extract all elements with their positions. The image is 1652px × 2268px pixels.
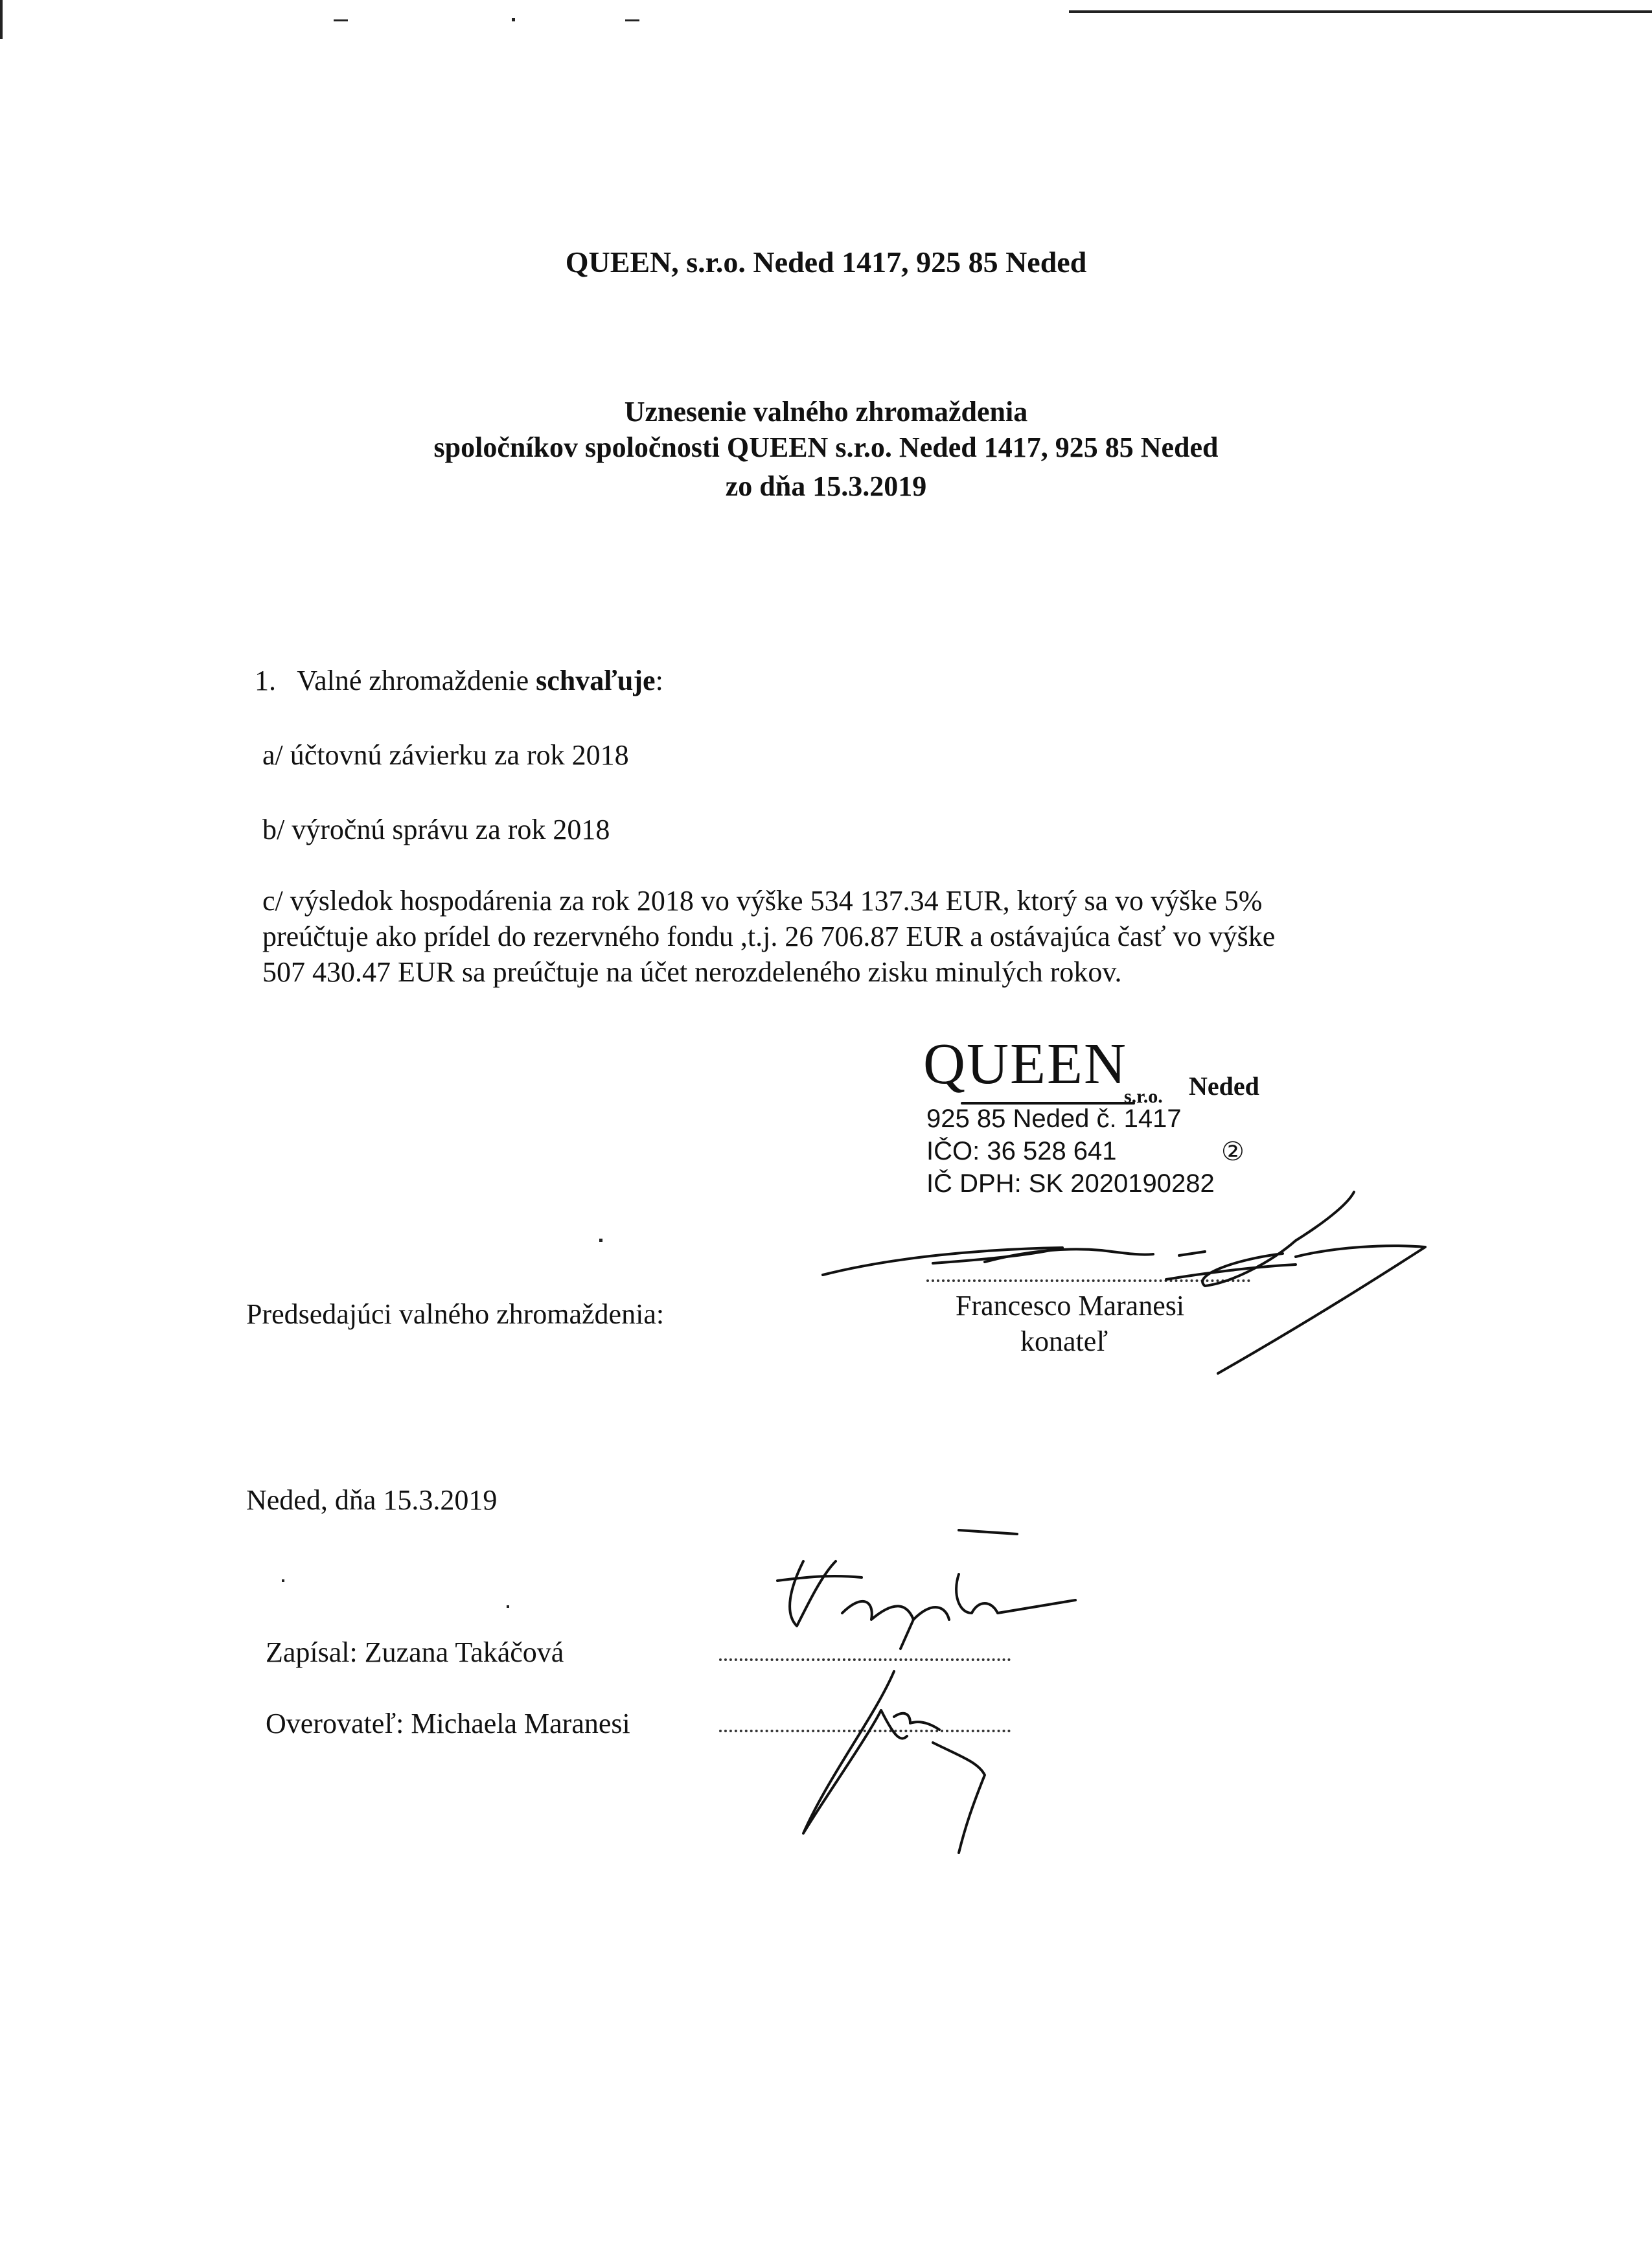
resolution-title-line2: spoločníkov spoločnosti QUEEN s.r.o. Neded 1417, 925 85 Neded xyxy=(433,431,1219,463)
stamp-logo: QUEEN xyxy=(923,1032,1127,1096)
item-b: b/ výročnú správu za rok 2018 xyxy=(262,814,610,845)
item-a: a/ účtovnú závierku za rok 2018 xyxy=(262,739,629,771)
scan-speck xyxy=(599,1239,602,1242)
item-c-line2: preúčtuje ako prídel do rezervného fondu ,t.j. 26 706.87 EUR a ostávajúca časť vo výške xyxy=(262,921,1276,952)
scan-mark xyxy=(334,19,348,21)
chair-signature xyxy=(816,1179,1438,1386)
verifier-label: Overovateľ: Michaela Maranesi xyxy=(266,1708,630,1739)
stamp-place: Neded xyxy=(1189,1071,1259,1101)
chair-role: konateľ xyxy=(1020,1325,1108,1357)
company-header: QUEEN, s.r.o. Neded 1417, 925 85 Neded xyxy=(565,246,1087,279)
recorder-label: Zapísal: Zuzana Takáčová xyxy=(266,1636,564,1668)
scan-border-line xyxy=(1069,10,1652,13)
point-number: 1. xyxy=(255,665,276,696)
place-date: Neded, dňa 15.3.2019 xyxy=(246,1484,498,1516)
chair-label: Predsedajúci valného zhromaždenia: xyxy=(246,1298,665,1330)
scan-edge-mark xyxy=(0,0,3,39)
stamp-ico: IČO: 36 528 641 xyxy=(926,1137,1117,1165)
item-c-line3: 507 430.47 EUR sa preúčtuje na účet nerozdeleného zisku minulých rokov. xyxy=(262,956,1122,988)
scan-mark xyxy=(512,18,515,21)
stamp-number: ② xyxy=(1221,1138,1245,1166)
chair-name: Francesco Maranesi xyxy=(956,1290,1185,1322)
stamp-sro: s.r.o. xyxy=(1124,1086,1163,1107)
stamp-dic: IČ DPH: SK 2020190282 xyxy=(926,1169,1215,1198)
point-intro: Valné zhromaždenie xyxy=(297,665,536,696)
recorder-signature xyxy=(764,1522,1101,1665)
verifier-signature xyxy=(745,1658,1017,1866)
item-c-line1: c/ výsledok hospodárenia za rok 2018 vo výške 534 137.34 EUR, ktorý sa vo výške 5% xyxy=(262,885,1263,917)
scan-speck xyxy=(507,1605,509,1608)
point-colon: : xyxy=(655,665,663,696)
stamp-address: 925 85 Neded č. 1417 xyxy=(926,1105,1182,1133)
resolution-point-1 xyxy=(255,664,663,697)
point-verb: schvaľuje xyxy=(536,665,656,696)
resolution-title-line1: Uznesenie valného zhromaždenia xyxy=(624,396,1028,428)
scan-mark xyxy=(625,19,639,21)
scan-speck xyxy=(282,1579,284,1582)
resolution-title-line3: zo dňa 15.3.2019 xyxy=(725,470,927,502)
